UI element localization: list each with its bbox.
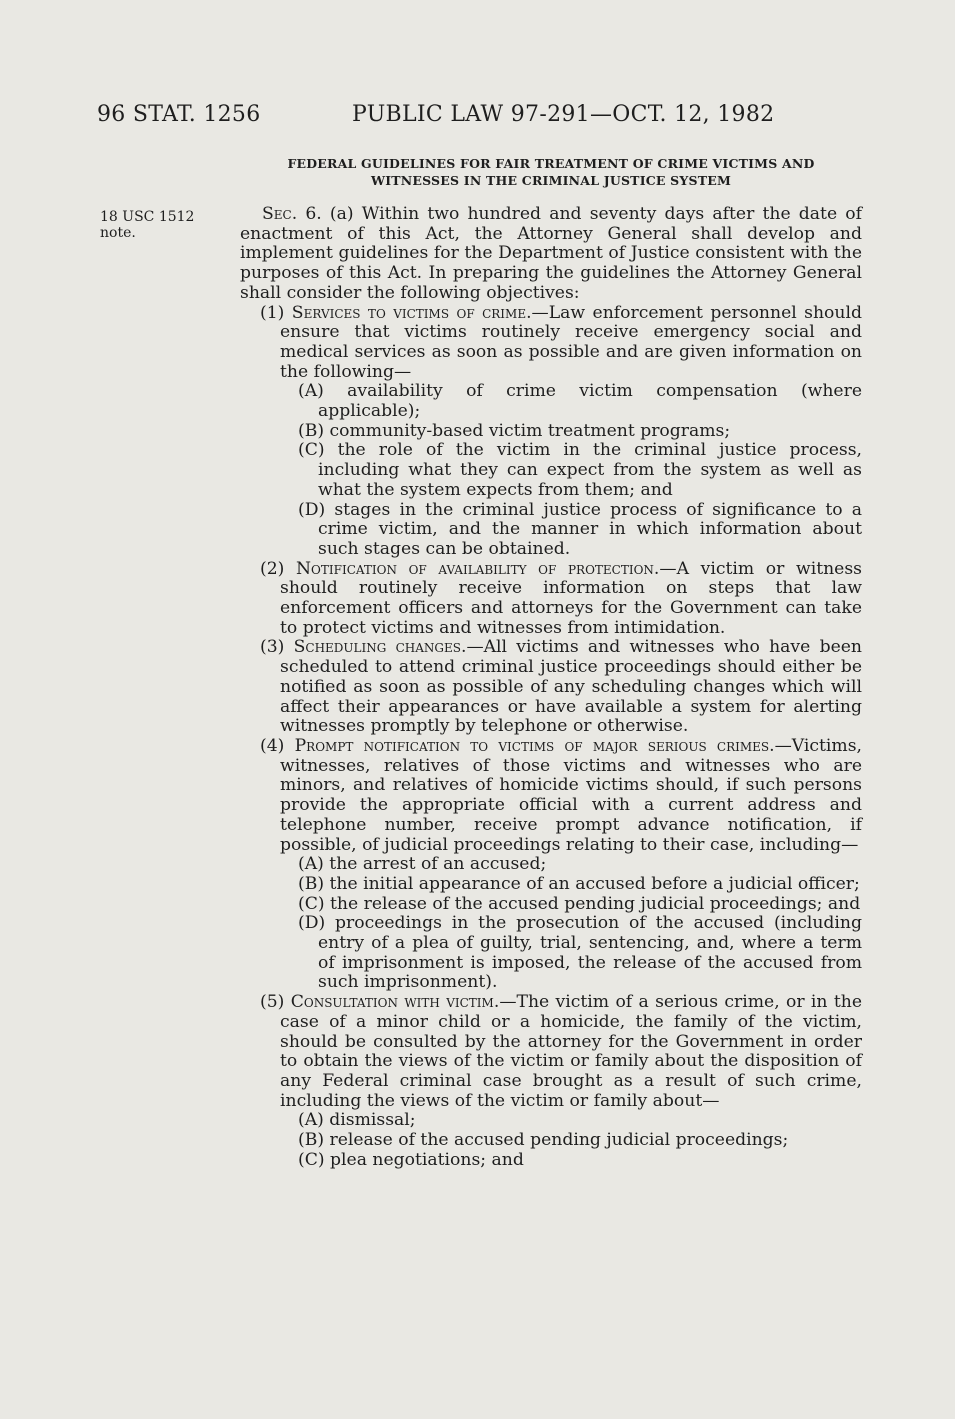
section-label: Sec. 6. [262,204,322,224]
paragraph-4-d: (D) proceedings in the prosecution of the accused (including entry of a plea of guilty, trial, sentencing, and, where a term of imprisonment is imposed, the release of the accused from such imprisonment). [298,913,862,993]
paragraph-2-number: (2) [260,558,285,579]
paragraph-2-text: —A victim or witness should routinely receive information on steps that law enforcement officers and attorneys for the Government can take to protect victims and witnesses from intimidation. [280,558,862,638]
section-heading [240,155,862,189]
paragraph-5-a: (A) dismissal; [298,1110,416,1131]
paragraph-1-text: —Law enforcement personnel should ensure that victims routinely receive emergency social and medical services as soon as possible and are given information on the following— [280,302,862,382]
paragraph-4-b: (B) the initial appearance of an accused before a judicial officer; [298,873,860,894]
paragraph-5-number: (5) [260,992,285,1013]
margin-note-citation: 18 USC 1512 [100,209,195,225]
paragraph-3 [240,638,862,737]
paragraph-2-heading: Notification of availability of protection. [296,558,660,579]
statute-citation: 96 STAT. 1256 [97,102,261,127]
section-heading-line-1: FEDERAL GUIDELINES FOR FAIR TREATMENT OF CRIME VICTIMS AND [287,156,815,171]
paragraph-5-heading: Consultation with victim. [290,992,500,1013]
paragraph-2 [240,560,862,639]
paragraph-4-text: —Victims, witnesses, relatives of those victims and witnesses who are minors, and relatives of homicide victims should, if such persons provide the appropriate official with a current address and telephone number, receive prompt advance notification, if possible, of judicial proceedings relating to their case, including— [280,735,862,855]
paragraph-4-number: (4) [260,735,285,756]
paragraph-4 [240,737,862,855]
section-6-intro [240,205,862,304]
paragraph-1 [240,304,862,383]
paragraph-3-text: —All victims and witnesses who have been scheduled to attend criminal justice proceedings should either be notified as soon as possible of any scheduling changes which will affect their appearances or have available a system for alerting witnesses promptly by telephone or otherwise. [280,637,862,737]
body-text [240,205,862,1170]
paragraph-1-d: (D) stages in the criminal justice process of significance to a crime victim, and the manner in which information about such stages can be obtained. [298,499,862,559]
paragraph-1-c: (C) the role of the victim in the criminal justice process, including what they can expect from the system as well as what the system expects from them; and [298,440,862,500]
paragraph-1-a: (A) availability of crime victim compensation (where applicable); [298,381,862,422]
section-heading-line-2: WITNESSES IN THE CRIMINAL JUSTICE SYSTEM [370,173,732,188]
margin-note [100,209,194,241]
paragraph-5-b: (B) release of the accused pending judicial proceedings; [298,1130,789,1151]
paragraph-1-heading: Services to victims of crime. [291,302,532,323]
paragraph-5 [240,993,862,1111]
margin-note-label: note. [100,225,136,241]
paragraph-4-a: (A) the arrest of an accused; [298,854,547,875]
paragraph-4-c: (C) the release of the accused pending judicial proceedings; and [298,893,861,914]
paragraph-3-heading: Scheduling changes. [293,637,467,658]
intro-text: (a) Within two hundred and seventy days after the date of enactment of this Act, the Attorney General shall develop and implement guidelines for the Department of Justice consistent with the purposes of this Act. In preparing the guidelines the Attorney General shall consider the following objectives: [240,204,862,303]
paragraph-5-c: (C) plea negotiations; and [298,1149,524,1170]
paragraph-4-heading: Prompt notification to victims of major serious crimes. [294,735,775,756]
paragraph-3-number: (3) [260,637,285,658]
paragraph-1-b: (B) community-based victim treatment programs; [298,420,731,441]
paragraph-5-text: —The victim of a serious crime, or in the case of a minor child or a homicide, the family of the victim, should be consulted by the attorney for the Government in order to obtain the views of the victim or family about the disposition of any Federal criminal case brought as a result of such crime, including the views of the victim or family about— [280,992,862,1111]
page-header-title: PUBLIC LAW 97-291—OCT. 12, 1982 [352,102,775,127]
paragraph-1-number: (1) [260,302,285,323]
